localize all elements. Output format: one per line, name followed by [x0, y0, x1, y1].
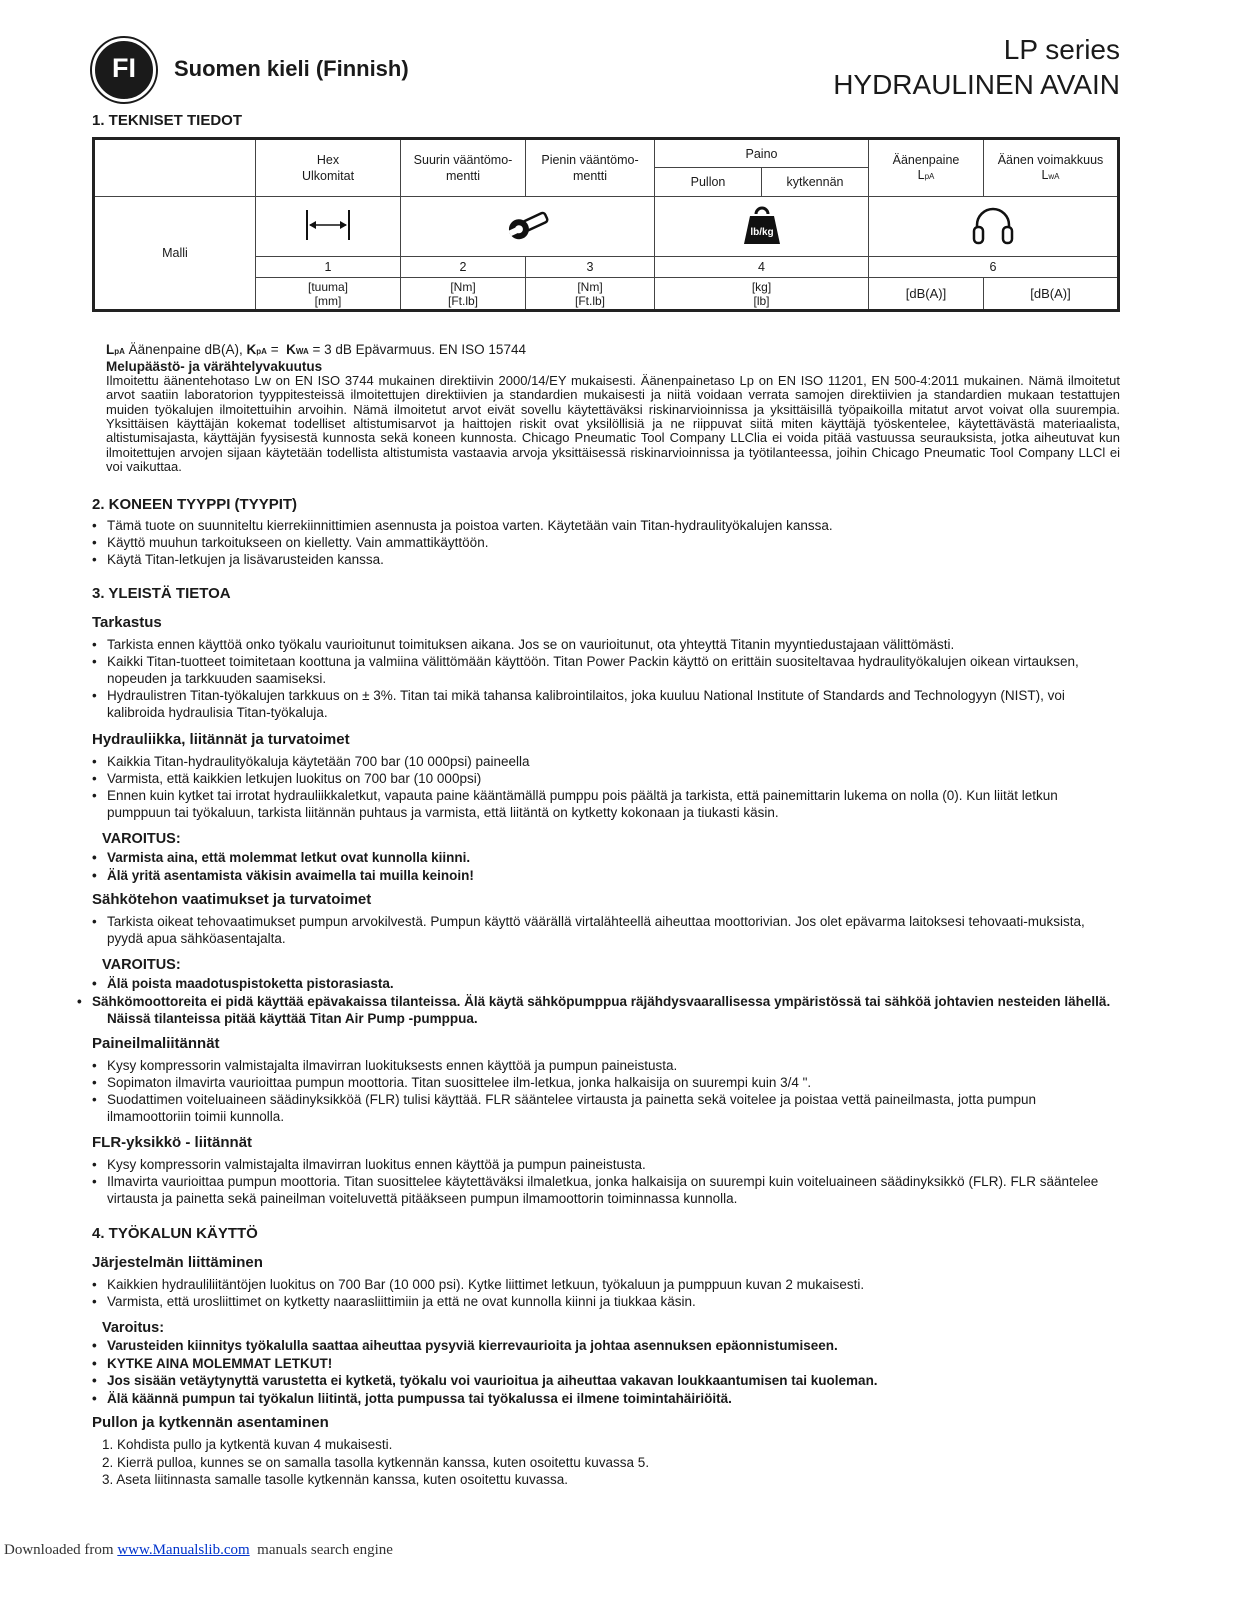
weight-sub-coupling: kytkennän — [762, 168, 869, 197]
subheading-tarkastus: Tarkastus — [92, 614, 162, 631]
lpa-symbol-l: L — [106, 342, 115, 357]
jarjestelma-list — [92, 1276, 1120, 1310]
kpa-symbol-sub: pA — [256, 347, 267, 356]
warning-item: • Älä poista maadotuspistoketta pistorasiasta. — [92, 975, 1120, 993]
unit-1b: [mm] — [314, 293, 342, 308]
list-item: • Varmista, että urosliittimet on kytketty naarasliittimiin ja että ne ovat kunnolla kiinni ja tiukkaa käsin. — [92, 1293, 1120, 1310]
list-item: • Varmista, että kaikkien letkujen luokitus on 700 bar (10 000psi) — [92, 770, 1120, 787]
flr-list — [92, 1156, 1120, 1207]
unit-cell-2 — [401, 278, 526, 311]
weight-icon — [655, 197, 869, 257]
language-badge — [92, 38, 156, 102]
uncertainty-line — [92, 343, 1120, 360]
unit-cell-5: [dB(A)] — [869, 278, 984, 311]
hydrauliikka-list — [92, 753, 1120, 821]
weight-header: Paino — [655, 139, 869, 168]
warning-item: • Varusteiden kiinnitys työkalulla saattaa aiheuttaa pysyviä kierrevaurioita ja johtaa asennuksen epäonnistumiseen. — [92, 1337, 1120, 1355]
document-title — [833, 32, 1120, 102]
list-item: • Suodattimen voiteluaineen säädinyksikköä (FLR) tulisi käyttää. FLR sääntelee virtausta ja painetta sekä voitelee ja poistaa vettä paineilmasta, jotta pumpun ilmamoottoriin toimii kunnolla. — [92, 1091, 1120, 1125]
warning-item: • Jos sisään vetäytynyttä varustetta ei kytketä, työkalu voi vaurioitua ja aiheuttaa vakavan loukkaantumisen tai kuoleman. — [92, 1372, 1120, 1390]
max-torque-label: Suurin vääntömo- — [413, 153, 513, 167]
pullo-steps — [102, 1436, 649, 1489]
max-torque-header — [401, 139, 526, 197]
column-number-3: 3 — [526, 257, 655, 278]
list-item: • Kysy kompressorin valmistajalta ilmavirran luokitus ennen käyttöä ja pumpun paineistusta. — [92, 1156, 1120, 1173]
kpa-symbol: K — [246, 342, 257, 357]
subheading-flr: FLR-yksikkö - liitännät — [92, 1134, 253, 1151]
unit-2a: [Nm] — [450, 279, 476, 294]
sound-pressure-header — [869, 139, 984, 197]
list-item: • Käytä Titan-letkujen ja lisävarusteiden kanssa. — [92, 551, 1120, 568]
lpa-l: L — [917, 167, 925, 182]
column-number-2: 2 — [401, 257, 526, 278]
jarjestelma-warnings — [92, 1337, 1120, 1407]
list-item: • Ennen kuin kytket tai irrotat hydrauliikkaletkut, vapauta paine kääntämällä pumppu pois päältä ja tarkista, että painemittarin lukema on nolla (0). Kun liität letkun pumppuun tai työkaluun, tarkista liitännän puhtaus ja varmista, että liitäntä on kytketty kokonaan ja tiukasti käsin. — [92, 787, 1120, 821]
lwa-symbol — [984, 168, 1117, 184]
unit-cell-6: [dB(A)] — [984, 278, 1119, 311]
unit-4a: [kg] — [751, 279, 772, 294]
model-header-cell — [94, 139, 256, 197]
spec-table — [92, 137, 1120, 312]
column-number-6: 6 — [869, 257, 1119, 278]
subheading-hydrauliikka: Hydrauliikka, liitännät ja turvatoimet — [92, 731, 350, 748]
lwa-l: L — [1041, 167, 1049, 182]
paineilma-list — [92, 1057, 1120, 1125]
model-label: Malli — [94, 197, 256, 311]
weight-sub-bottle: Pullon — [655, 168, 762, 197]
warning-title: Varoitus: — [102, 1320, 165, 1336]
warning-item: • KYTKE AINA MOLEMMAT LETKUT! — [92, 1355, 1120, 1373]
column-number-4: 4 — [655, 257, 869, 278]
list-item: • Ilmavirta vaurioittaa pumpun moottoria. Titan suosittelee käytettäväksi ilmaletkua, jonka halkaisija on suurempi kuin voiteluaineen säädinyksikkö (FLR). FLR sääntelee virtausta ja painetta sekä paineilman voiteluvettä pitääkseen pumpun ilmamoottorin toiminnassa kunnolla. — [92, 1173, 1120, 1207]
section-heading-2: 2. KONEEN TYYPPI (TYYPIT) — [92, 496, 298, 513]
sound-power-header — [984, 139, 1119, 197]
hex-label: Hex — [316, 153, 340, 167]
list-item: • Käyttö muuhun tarkoitukseen on kielletty. Vain ammattikäyttöön. — [92, 534, 1120, 551]
warning-title: VAROITUS: — [102, 831, 181, 847]
hex-sub-label: Ulkomitat — [301, 169, 355, 183]
warning-title: VAROITUS: — [102, 957, 181, 973]
list-item: • Kaikki Titan-tuotteet toimitetaan koottuna ja valmiina välittömään käyttöön. Titan Power Packin käyttö on erittäin suositeltavaa hydraulityökalujen oikean virtauksen, nopeuden ja tarkkuuden saamiseksi. — [92, 653, 1120, 687]
column-number-1: 1 — [256, 257, 401, 278]
min-torque-header — [526, 139, 655, 197]
footer-prefix: Downloaded from — [4, 1542, 118, 1558]
unit-1a: [tuuma] — [307, 279, 349, 294]
list-item: • Kysy kompressorin valmistajalta ilmavirran luokituksests ennen käyttöä ja pumpun paineistusta. — [92, 1057, 1120, 1074]
language-badge-text: FI — [112, 53, 136, 83]
headphones-icon — [869, 197, 1119, 257]
hex-header — [256, 139, 401, 197]
lpa-symbol — [869, 168, 983, 184]
section-heading-1: 1. TEKNISET TIEDOT — [92, 112, 243, 129]
list-item: • Tämä tuote on suunniteltu kierrekiinnittimien asennusta ja poistoa varten. Käytetään vain Titan-hydraulityökalujen kanssa. — [92, 517, 1120, 534]
machine-type-list — [92, 517, 1120, 568]
warning-item-text: Sähkömoottoreita ei pidä käyttää epävakaissa tilanteissa. Älä käytä sähköpumppua räjähdysvaarallisessa ympäristössä tai sähköä johtavien nesteiden lähellä. Näissä tilanteissa pitää käyttää Titan Air Pump -pumppua. — [92, 993, 1111, 1026]
lpa-sub: pA — [924, 171, 935, 181]
footer-suffix: manuals search engine — [249, 1542, 393, 1558]
subheading-paineilma: Paineilmaliitännät — [92, 1035, 220, 1052]
download-footer — [4, 1542, 393, 1559]
unit-3a: [Nm] — [577, 279, 603, 294]
unit-3b: [Ft.lb] — [574, 293, 605, 308]
list-item: • Kaikkien hydrauliliitäntöjen luokitus on 700 Bar (10 000 psi). Kytke liittimet letkuun, työkaluun ja pumppuun kuvan 2 mukaisesti. — [92, 1276, 1120, 1293]
unit-cell-1 — [256, 278, 401, 311]
subheading-pullo: Pullon ja kytkennän asentaminen — [92, 1414, 329, 1431]
noise-declaration — [92, 343, 1120, 474]
list-item: • Kaikkia Titan-hydraulityökaluja käytetään 700 bar (10 000psi) paineella — [92, 753, 1120, 770]
product-name: HYDRAULINEN AVAIN — [833, 69, 1120, 100]
unit-4b: [lb] — [753, 293, 770, 308]
list-item: • Tarkista oikeat tehovaatimukset pumpun arvokilvestä. Pumpun käyttö väärällä virtalähteellä aiheuttaa moottorivian. Jos olet epävarma laitoksesi tehovaati-muksista, pyydä apua sähköasentajalta. — [92, 913, 1120, 947]
list-item: • Sopimaton ilmavirta vaurioittaa pumpun moottoria. Titan suosittelee ilm-letkua, jonka halkaisija on suurempi kuin 3/4 ". — [92, 1074, 1120, 1091]
warning-item: • Älä yritä asentamista väkisin avaimella tai muilla keinoin! — [92, 867, 1120, 885]
manualslib-link[interactable]: www.Manualslib.com — [117, 1542, 250, 1558]
noise-text: Ilmoitettu äänentehotaso Lw on EN ISO 3744 mukainen direktiivin 2000/14/EY mukaisesti. Äänenpainetaso Lp on EN ISO 11201, EN 500-4:2011 mukainen. Nämä ilmoitetut arvot saatiin laboratorion tyyppitesteissä ilmoitettujen direktiivien ja standardien mukaisesti ja niitä voidaan verrata samojen direktiivien ja standardien mukaan testattujen muiden työkalujen ilmoitettuihin arvoihin. Nämä ilmoitetut arvot eivät sovellu käytettäväksi riskinarvioinnissa ja yksittäisillä työpaikoilla mitatut arvot voivat olla suurempia. Yksittäisen käyttäjän kokemat todelliset altistumisarvot ja haittojen riskit ovat yksilöllisiä ja ne riippuvat siitä miten käyttäjä työskentelee, käytettävästä materiaalista, altistumisajasta, käyttäjän fyysisestä kunnosta sekä koneen kunnosta. Chicago Pneumatic Tool Company LLClia ei voida pitää vastuussa seurauksista, jotka aiheutuvat kun ilmoitettujen arvojen sijaan käytetään todellista altistumista vastaavia arvoja yksittäisessä riskinarvioinnissa ja työtilanteessa, joihin Chicago Pneumatic Tool Company LLCl ei voi vaikuttaa. — [106, 373, 1120, 474]
uncertainty-text-b: = 3 dB Epävarmuus. EN ISO 15744 — [308, 342, 526, 357]
list-item: • Tarkista ennen käyttöä onko työkalu vaurioitunut toimituksen aikana. Jos se on vaurioitunut, ota yhteyttä Titanin myyntiedustajaan välittömästi. — [92, 636, 1120, 653]
uncertainty-text-a: Äänenpaine dB(A), — [124, 342, 247, 357]
kwa-symbol-sub: WA — [295, 347, 309, 356]
unit-2b: [Ft.lb] — [447, 293, 478, 308]
equals-sign: = — [266, 342, 287, 357]
unit-cell-4 — [655, 278, 869, 311]
sahko-warnings — [92, 975, 1120, 1028]
wrench-icon — [401, 197, 655, 257]
unit-cell-3 — [526, 278, 655, 311]
weight-icon-label: lb/kg — [749, 227, 774, 238]
step-item: 2. Kierrä pulloa, kunnes se on samalla tasolla kytkennän kanssa, kuten osoitettu kuvassa 5. — [102, 1454, 650, 1470]
max-torque-label-2: mentti — [445, 169, 481, 183]
sound-power-label: Äänen voimakkuus — [997, 152, 1104, 167]
subheading-sahko: Sähkötehon vaatimukset ja turvatoimet — [92, 891, 372, 908]
min-torque-label: Pienin vääntömo- — [541, 153, 639, 167]
sound-pressure-label: Äänenpaine — [892, 152, 960, 167]
lpa-symbol-sub: pA — [114, 347, 125, 356]
step-item: 3. Aseta liitinnasta samalle tasolle kytkennän kanssa, kuten osoitettu kuvassa. — [102, 1472, 569, 1487]
section-heading-3: 3. YLEISTÄ TIETOA — [92, 585, 231, 602]
noise-title: Melupäästö- ja värähtelyvakuutus — [106, 358, 323, 374]
section-heading-4: 4. TYÖKALUN KÄYTTÖ — [92, 1225, 258, 1242]
list-item: • Hydraulistren Titan-työkalujen tarkkuus on ± 3%. Titan tai mikä tahansa kalibrointilaitos, joka kuuluu National Institute of Standards and Technologyyn (NIST), voi kalibroida hydraulisia Titan-työkaluja. — [92, 687, 1120, 721]
subheading-jarjestelma: Järjestelmän liittäminen — [92, 1254, 263, 1271]
warning-item: • Älä käännä pumpun tai työkalun liitintä, jotta pumpussa tai työkalussa ei ilmene toimintahäiriöitä. — [92, 1390, 1120, 1408]
series-name: LP series — [1003, 34, 1120, 65]
tarkastus-list — [92, 636, 1120, 721]
warning-item: • Varmista aina, että molemmat letkut ovat kunnolla kiinni. — [92, 849, 1120, 867]
hydrauliikka-warnings — [92, 849, 1120, 884]
language-title: Suomen kieli (Finnish) — [174, 56, 409, 81]
warning-item — [92, 993, 1120, 1028]
page-header — [92, 34, 1120, 108]
lwa-sub: wA — [1048, 171, 1060, 181]
min-torque-label-2: mentti — [572, 169, 608, 183]
kwa-symbol: K — [286, 342, 296, 357]
hex-icon — [256, 197, 401, 257]
sahko-list — [92, 913, 1120, 947]
step-item: 1. Kohdista pullo ja kytkentä kuvan 4 mukaisesti. — [102, 1437, 393, 1452]
